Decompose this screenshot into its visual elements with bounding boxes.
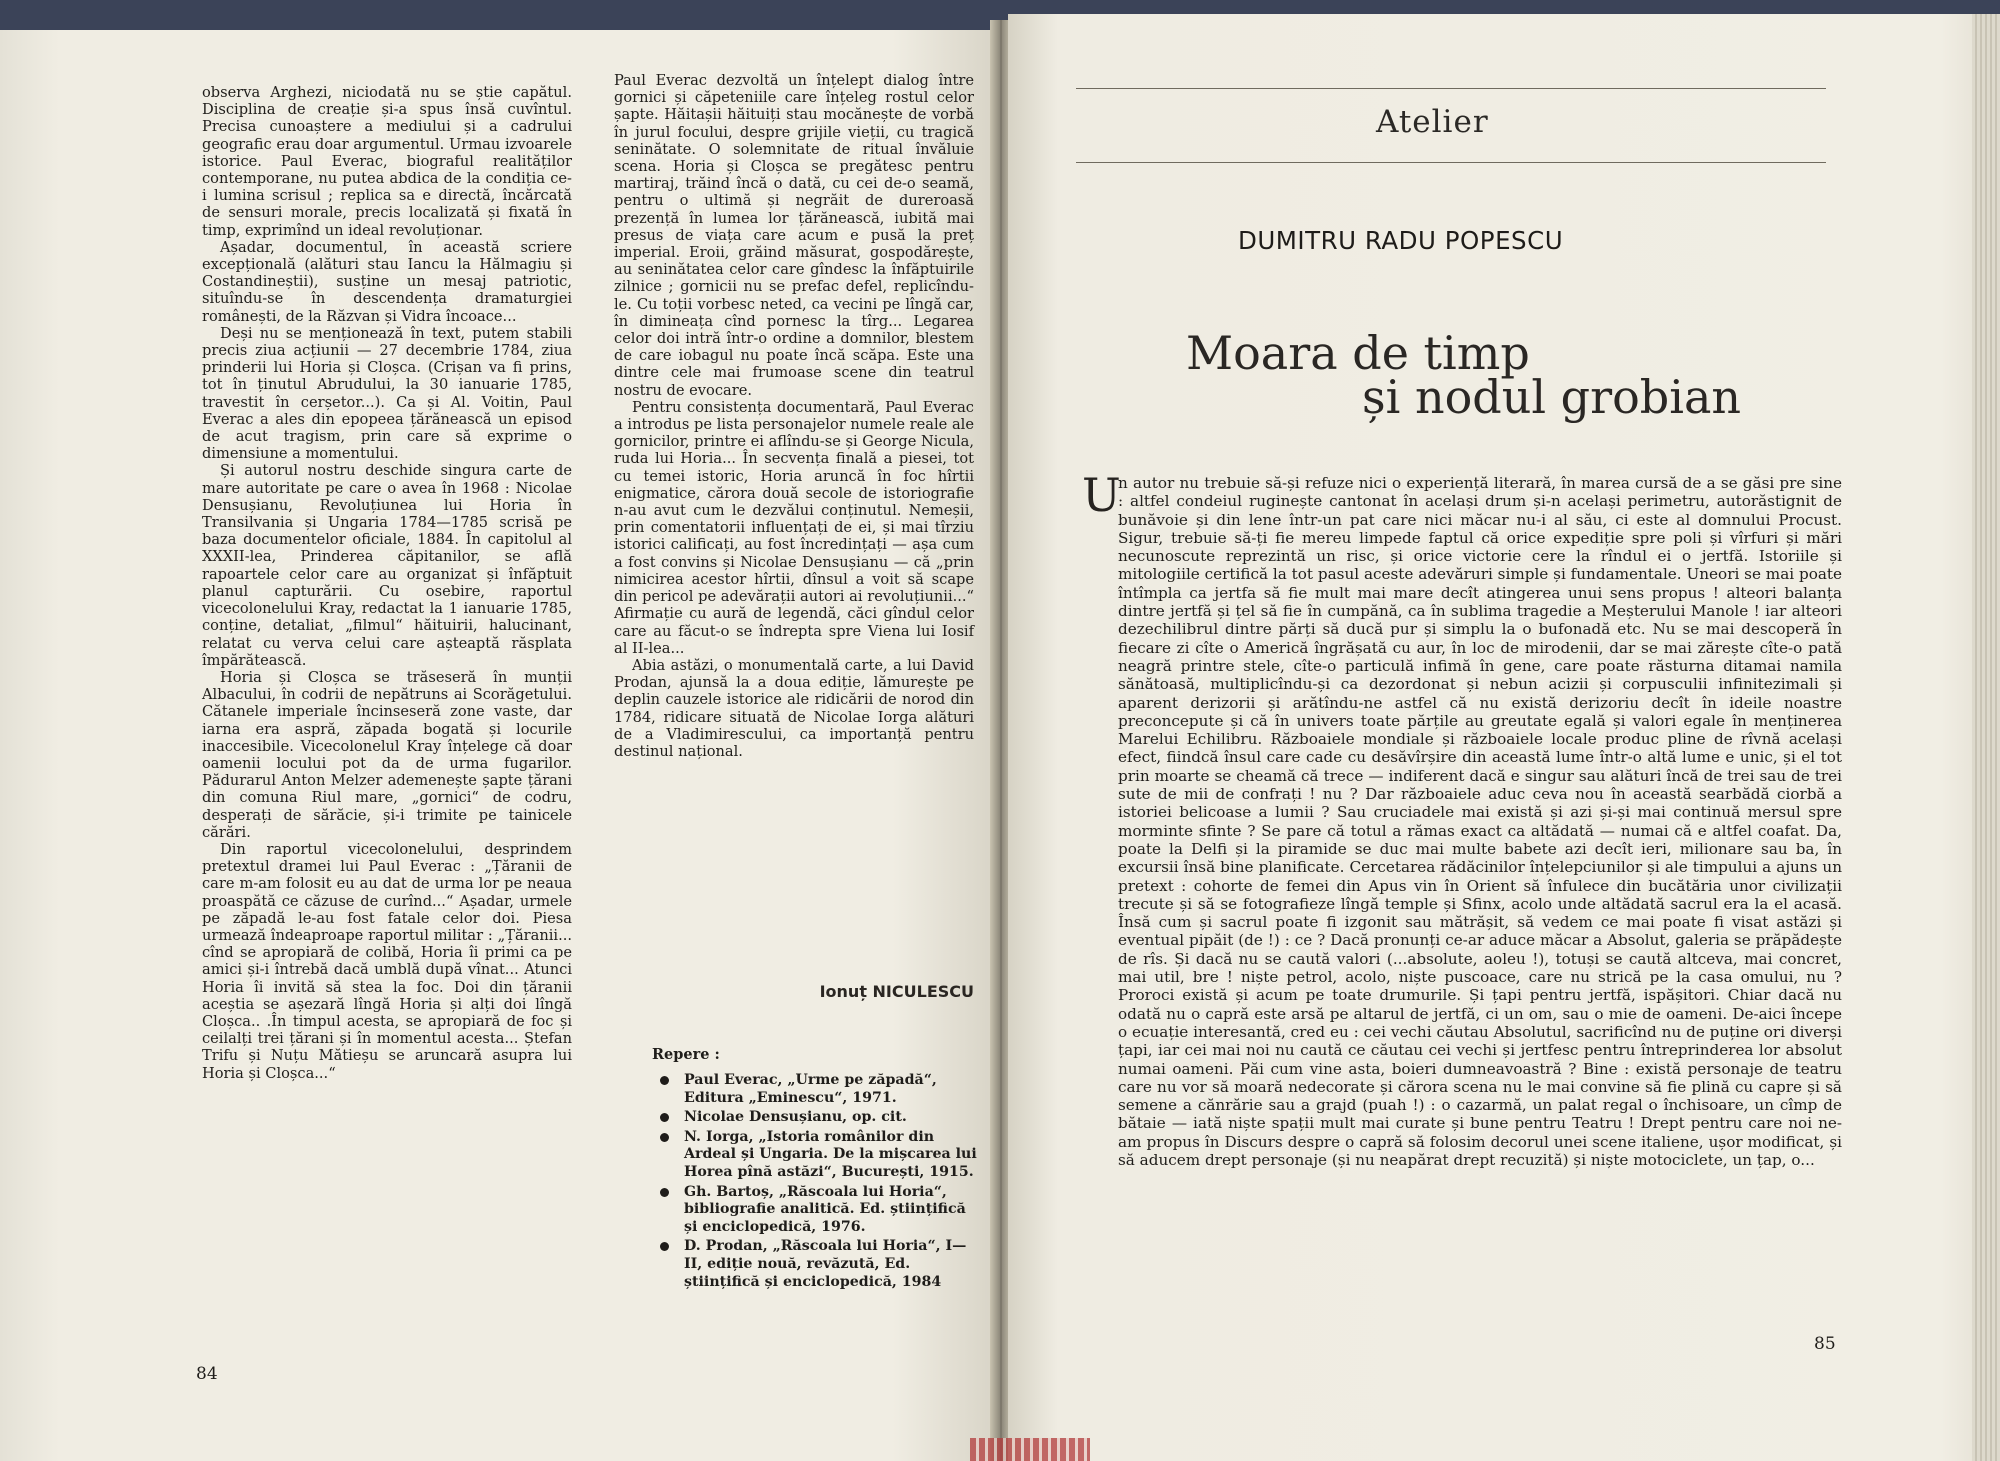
reference-item: Gh. Bartoș, „Răscoala lui Horia“, bibliografie analitică. Ed. științifică și enciclopedică, 1976. bbox=[660, 1184, 978, 1237]
header-rule-bottom bbox=[1076, 162, 1826, 163]
header-rule-top bbox=[1076, 88, 1826, 89]
bookmark-ribbon bbox=[970, 1438, 1090, 1461]
bullet-icon bbox=[660, 1113, 669, 1122]
page-stack-edge bbox=[1972, 14, 2000, 1461]
article-body bbox=[1118, 474, 1842, 1169]
left-column-1 bbox=[202, 84, 572, 1082]
references-list bbox=[660, 1072, 978, 1293]
paragraph: Paul Everac dezvoltă un înțelept dialog între gornici și căpeteniile care înțeleg rostul celor șapte. Hăitașii hăituiți stau mocănește de vorbă în jurul focului, despre grijile vieții, cu tragică seninătate. O solemnitate de ritual învăluie scena. Horia și Cloșca se pregătesc pentru martiraj, trăind încă o dată, cu cei de-o seamă, pentru o ultimă și negrăit de dureroasă prezență în lumea lor țărănească, iubită mai presus de viața care acum e pusă la preț imperial. Eroii, grăind măsurat, gospodărește, au seninătatea celor care gîndesc la înfăptuirile zilnice ; gornicii nu se prefac defel, replicîndu-le. Cu toții vorbesc neted, ca vecini pe lîngă car, în dimineața cînd pornesc la tîrg... Legarea celor doi intră într-o ordine a domnilor, blestem de care iobagul nu poate încă scăpa. Este una dintre cele mai frumoase scene din teatrul nostru de evocare. bbox=[614, 72, 974, 399]
article-signature: Ionuț NICULESCU bbox=[819, 982, 974, 1001]
reference-item: Nicolae Densușianu, op. cit. bbox=[660, 1109, 978, 1127]
section-title: Atelier bbox=[1376, 104, 1489, 140]
paragraph: Abia astăzi, o monumentală carte, a lui David Prodan, ajunsă la a doua ediție, lămurește pe deplin cauzele istorice ale ridicării de norod din 1784, ridicare situată de Nicolae Iorga alături de a Vladimirescului, ca importanță pentru destinul național. bbox=[614, 656, 974, 760]
page-number-left: 84 bbox=[196, 1364, 218, 1384]
reference-item: D. Prodan, „Răscoala lui Horia“, I—II, ediție nouă, revăzută, Ed. științifică și enciclopedică, 1984 bbox=[660, 1238, 978, 1291]
paragraph: n autor nu trebuie să-și refuze nici o experiență literară, în marea cursă de a se găsi pre sine : altfel condeiul ruginește cantonat în același drum și-n același perimetru, autorăstignit de bunăvoie și din lene într-un pat care nici măcar nu-i al său, ci este al domnului Procust. Sigur, trebuie să-ți fie mereu limpede faptul că orice expediție spre poli și vîrfuri și mări necunoscute reprezintă un risc, și orice victorie cere la rîndul ei o jertfă. Istoriile și mitologiile certifică la tot pasul aceste adevăruri simple și fundamentale. Uneori se mai poate întîmpla ca jertfa să fie mult mai mare decît atingerea unui sens propus ! alteori balanța dintre jertfă și țel să fie în cumpănă, ca în sublima tragedie a Meșterului Manole ! iar alteori dezechilibrul dintre părți să ducă pur și simplu la o bufonadă etc. Nu se mai descoperă în fiecare zi cîte o Americă îngrășată cu aur, în loc de mirodenii, dar se mai zărește cîte-o pată neagră printre stele, cîte-o particulă infimă în gene, care poate răsturna ditamai namila sănătoasă, multiplicîndu-și ca dezordonat și nebun acizii și corpusculii infinitezimali și aparent derizorii și arătîndu-ne astfel că nu există derizoriu decît în ideile noastre preconcepute și că în univers toate părțile au greutate egală și valori egale în menținerea Marelui Echilibru. Războaiele mondiale și războaiele locale produc pline de rîvnă același efect, fiindcă însul care cade cu desăvîrșire din această lume într-o altă lume e unic, și el tot prin moarte se cheamă că trece — indiferent dacă e singur sau alături încă de trei sau de trei sute de mii de confrați ! nu ? Dar războaiele aduc ceva nou în această searbădă ciorbă a istoriei belicoase a lumii ? Sau cruciadele mai există și azi și-și mai continuă mersul spre morminte sfinte ? Se pare că totul a rămas exact ca altădată — numai că e altfel coafat. Da, poate la Delfi și la piramide se duc mai multe babete azi decît ieri, milionare sau ba, în excursii însă bine planificate. Cercetarea rădăcinilor înțelepciunilor și ale timpului a ajuns un pretext : cohorte de femei din Apus vin în Orient să înfulece din bucătăria unor civilizații trecute și să se fotografieze lîngă temple și Sfinx, acolo unde altădată sacrul era la el acasă. Însă cum și sacrul poate fi izgonit sau mătrășit, să vedem ce mai poate fi visat astăzi și eventual pipăit (de !) : ce ? Dacă pronunți ce-ar aduce măcar a Absolut, galeria se prăpădește de rîs. Și dacă nu se caută valori (...absolute, aoleu !), totuși se caută altceva, mai concret, mai util, bre ! niște petrol, acolo, niște puscoace, care nu strică pe la casa omului, nu ? Proroci există și acum pe toate drumurile. Și țapi pentru jertfă, ispășitori. Chiar dacă nu odată nu o capră este arsă pe altarul de jertfă, ci un om, sau o mie de oameni. De-aici începe o ecuație interesantă, cred eu : cei vechi căutau Absolutul, sacrificînd nu de puține ori diverși țapi, iar cei mai noi nu caută ce căutau cei vechi și jertfesc pentru întreprinderea lor absolut numai oameni. Păi cum vine asta, boieri dumneavoastră ? Bine : există personaje de teatru care nu vor să moară nedecorate și cărora scena nu le mai convine să fie plină cu capre și să semene a cănrărie sau a grajd (puah !) : o cazarmă, un palat regal o închisoare, un cîmp de bătaie — iată niște spații mult mai curate și bune pentru Teatru ! Drept pentru care noi ne-am propus în Discurs despre o capră să folosim decorul unei scene italiene, ușor modificat, și să aducem drept personaje (și nu neapărat drept recuzită) și niște motociclete, un țap, o... bbox=[1118, 474, 1842, 1169]
bullet-icon bbox=[660, 1133, 669, 1142]
paragraph: Și autorul nostru deschide singura carte de mare autoritate pe care o avea în 1968 : Nicolae Densușianu, Revoluțiunea lui Horia în Transilvania și Ungaria 1784—1785 scrisă pe baza documentelor oficiale, 1884. În capitolul al XXXII-lea, Prinderea căpitanilor, se află rapoartele celor care au organizat și înfăptuit planul capturării. Cu osebire, raportul vicecolonelului Kray, redactat la 1 ianuarie 1785, conține, detaliat, „filmul“ hăituirii, halucinant, relatat cu verva celui care așteaptă răsplata împărătească. bbox=[202, 462, 572, 669]
bullet-icon bbox=[660, 1076, 669, 1085]
left-column-2 bbox=[614, 72, 974, 760]
article-title-line-1: Moara de timp bbox=[1186, 326, 1530, 380]
paragraph: Pentru consistența documentară, Paul Everac a introdus pe lista personajelor numele reale ale gornicilor, printre ei aflîndu-se și George Nicula, ruda lui Horia... În secvența finală a piesei, tot cu temei istoric, Horia aruncă în foc hîrtii enigmatice, cărora două secole de istoriografie n-au avut cum le dezvălui conținutul. Nemeșii, prin comentatorii influențați de ei, și mai tîrziu istorici calificați, au fost încredințați — așa cum a fost convins și Nicolae Densușianu — că „prin nimicirea acestor hîrtii, dînsul a voit să scape din pericol pe adevărații autori ai revoluțiunii...“ Afirmație cu aură de legendă, căci gîndul celor care au făcut-o se îndrepta spre Viena lui Iosif al II-lea... bbox=[614, 398, 974, 657]
references-heading: Repere : bbox=[652, 1046, 720, 1063]
article-author: DUMITRU RADU POPESCU bbox=[1238, 226, 1564, 255]
paragraph: Din raportul vicecolonelului, desprindem pretextul dramei lui Paul Everac : „Țăranii de care m-am folosit eu au dat de urma lor pe neaua proaspătă ce căzuse de curînd...“ Așadar, urmele pe zăpadă le-au fost fatale celor doi. Piesa urmează îndeaproape raportul militar : „Țăranii... cînd se apropiară de colibă, Horia îi primi ca pe amici și-i întrebă dacă umblă după vînat... Atunci Horia îi invită să stea la foc. Doi din țăranii aceștia se așezară lîngă Horia și alți doi lîngă Cloșca.. .În timpul acesta, se apropiară de foc și ceilalți trei țărani și în momentul acesta... Ștefan Trifu și Nuțu Mătieșu se aruncară asupra lui Horia și Cloșca...“ bbox=[202, 840, 572, 1082]
paragraph: Deși nu se menționează în text, putem stabili precis ziua acțiunii — 27 decembrie 1784, ziua prinderii lui Horia și Cloșca. (Crișan va fi prins, tot în ținutul Abrudului, la 30 ianuarie 1785, travestit în cerșetor...). Ca și Al. Voitin, Paul Everac a ales din epopeea țărănească un episod de acut tragism, prin care să exprime o dimensiune a momentului. bbox=[202, 324, 572, 463]
page-number-right: 85 bbox=[1814, 1334, 1836, 1354]
reference-item: N. Iorga, „Istoria românilor din Ardeal și Ungaria. De la mișcarea lui Horea pînă astăzi“, București, 1915. bbox=[660, 1129, 978, 1182]
article-title-line-2: și nodul grobian bbox=[1362, 370, 1742, 424]
reference-item: Paul Everac, „Urme pe zăpadă“, Editura „Eminescu“, 1971. bbox=[660, 1072, 978, 1107]
bullet-icon bbox=[660, 1188, 669, 1197]
bullet-icon bbox=[660, 1242, 669, 1251]
paragraph: observa Arghezi, niciodată nu se știe capătul. Disciplina de creație și-a spus însă cuvîntul. Precisa cunoaștere a mediului și a cadrului geografic erau doar argumentul. Urmau izvoarele istorice. Paul Everac, biograful realităților contemporane, nu putea abdica de la condiția ce-i lumina scrisul ; replica sa e directă, încărcată de sensuri morale, precis localizată și fixată în timp, exprimînd un ideal revoluționar. bbox=[202, 84, 572, 239]
drop-cap: U bbox=[1082, 468, 1121, 522]
paragraph: Așadar, documentul, în această scriere excepțională (alături stau Iancu la Hălmagiu și Costandineștii), susține un mesaj patriotic, situîndu-se în descendența dramaturgiei românești, de la Răzvan și Vidra încoace... bbox=[202, 238, 572, 325]
paragraph: Horia și Cloșca se trăseseră în munții Albacului, în codrii de nepătruns ai Scorăgetului. Cătanele imperiale încinseseră zone vaste, dar iarna era aspră, zăpada bogată și locurile inaccesibile. Vicecolonelul Kray înțelege că doar oamenii locului pot da de urma fugarilor. Pădurarul Anton Melzer ademenește șapte țărani din comuna Riul mare, „gornici“ de codru, desperați de sărăcie, și-i trimite pe tainicele cărări. bbox=[202, 668, 572, 841]
